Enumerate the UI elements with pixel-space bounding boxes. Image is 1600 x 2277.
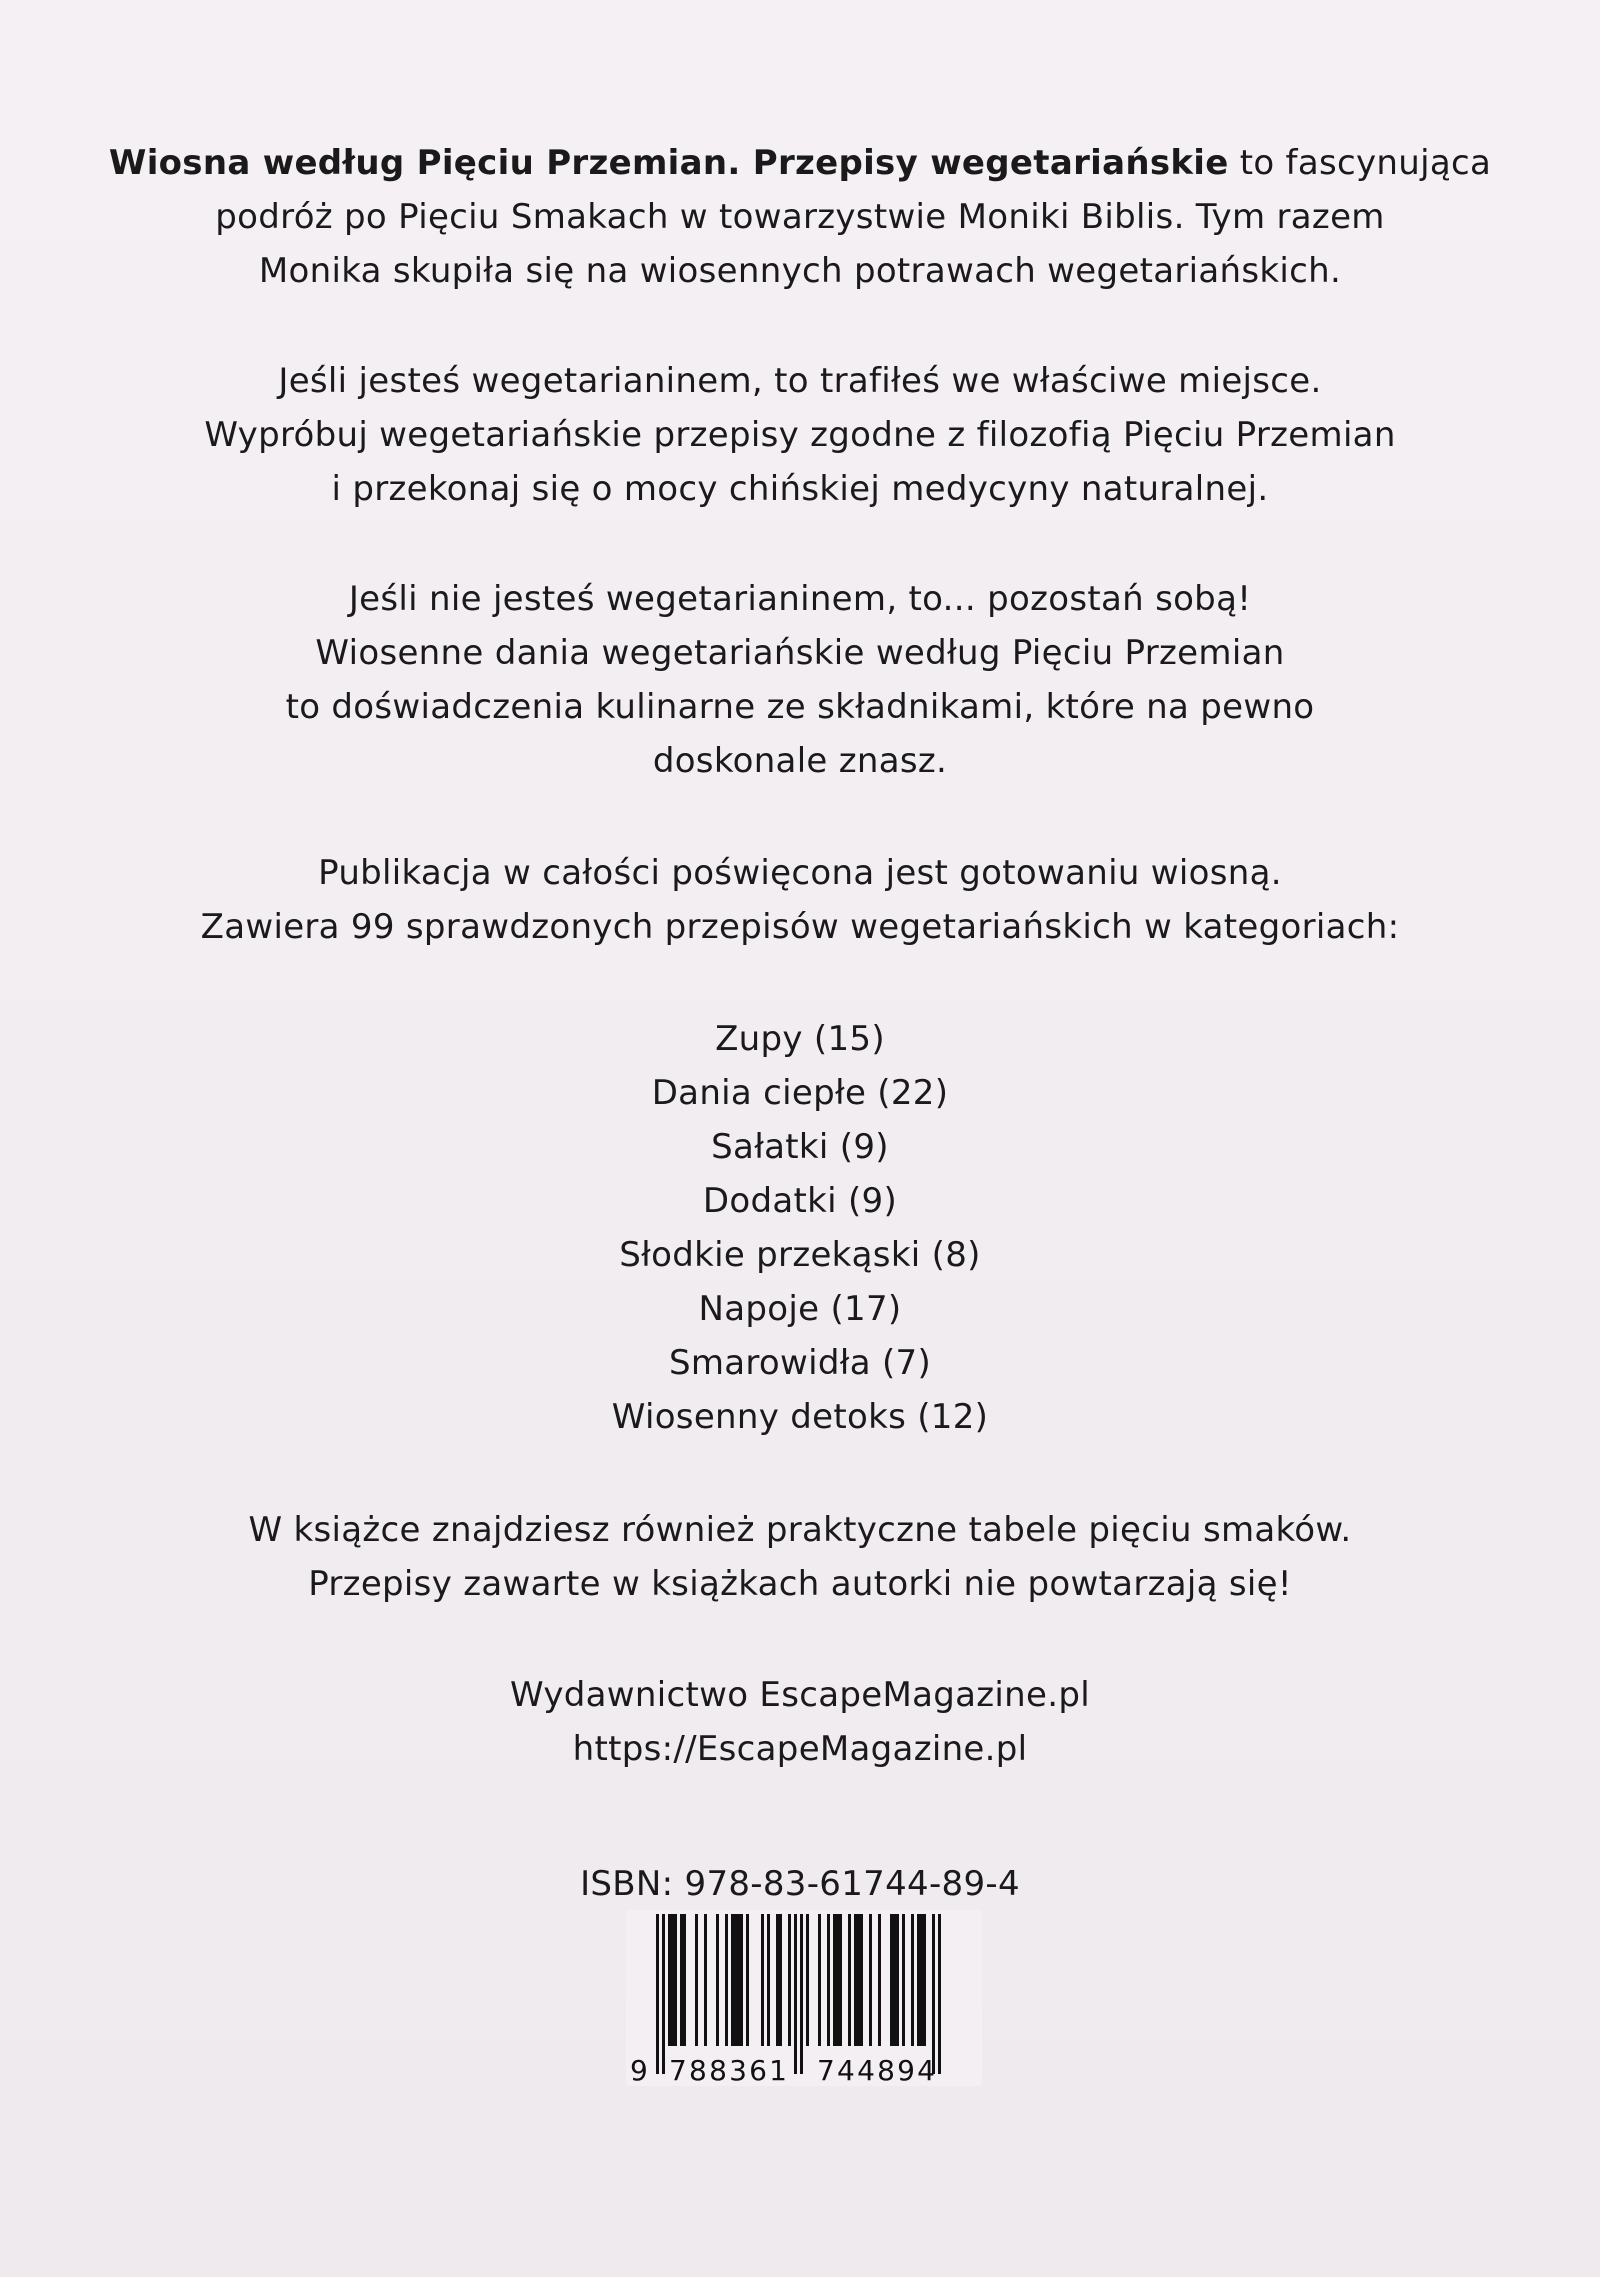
barcode-bar xyxy=(725,1914,728,2046)
intro-line-1-rest: to fascynująca xyxy=(1228,143,1492,183)
isbn-text: ISBN: 978-83-61744-89-4 xyxy=(580,1864,1020,1904)
barcode-bar xyxy=(806,1914,809,2046)
publisher-url: https://EscapeMagazine.pl xyxy=(572,1729,1028,1769)
barcode-bar xyxy=(704,1914,707,2046)
category-item: Dania ciepłe (22) xyxy=(651,1073,949,1113)
barcode-bar xyxy=(878,1914,881,2046)
barcode-right-digits: 744894 xyxy=(817,2054,935,2086)
barcode-bar xyxy=(767,1914,770,2046)
intro-line-3: Monika skupiła się na wiosennych potrawach wegetariańskich. xyxy=(258,251,1342,291)
barcode-bar xyxy=(890,1914,899,2046)
vegetarian-paragraph xyxy=(0,354,1600,516)
category-item: Wiosenny detoks (12) xyxy=(611,1397,989,1437)
p3-line-1: Jeśli nie jesteś wegetarianinem, to... pozostań sobą! xyxy=(348,579,1252,619)
barcode-bar xyxy=(818,1914,821,2046)
intro-line-1 xyxy=(0,136,1600,190)
category-item: Dodatki (9) xyxy=(702,1181,898,1221)
barcode-bar xyxy=(680,1914,686,2046)
barcode-left-digits: 788361 xyxy=(669,2054,787,2086)
barcode-bar xyxy=(827,1914,830,2046)
barcode-bar xyxy=(746,1914,749,2046)
p2-line-1: Jeśli jesteś wegetarianinem, to trafiłeś we właściwe miejsce. xyxy=(278,361,1322,401)
isbn-label xyxy=(0,1857,1600,1911)
barcode-bar xyxy=(917,1914,926,2046)
barcode-bar xyxy=(695,1914,698,2046)
book-title-bold: Wiosna według Pięciu Przemian. Przepisy wegetariańskie xyxy=(108,143,1229,183)
p2-line-2: Wypróbuj wegetariańskie przepisy zgodne z filozofią Pięciu Przemian xyxy=(204,415,1396,455)
barcode-bar xyxy=(938,1914,941,2074)
p3-line-3: to doświadczenia kulinarne ze składnikami, które na pewno xyxy=(285,687,1315,727)
category-list xyxy=(0,1012,1600,1444)
category-item: Sałatki (9) xyxy=(711,1127,889,1167)
barcode-bar xyxy=(788,1914,791,2046)
non-vegetarian-paragraph xyxy=(0,572,1600,788)
barcode-bar xyxy=(833,1914,842,2046)
barcode-bar xyxy=(776,1914,782,2046)
p3-line-2: Wiosenne dania wegetariańskie według Pięciu Przemian xyxy=(315,633,1285,673)
barcode-graphic xyxy=(626,1910,982,2086)
barcode-bar xyxy=(854,1914,863,2046)
barcode-bar xyxy=(911,1914,914,2046)
closing-line-2: Przepisy zawarte w książkach autorki nie powtarzają się! xyxy=(308,1564,1292,1604)
barcode-first-digit: 9 xyxy=(630,2054,648,2086)
p4-line-2: Zawiera 99 sprawdzonych przepisów wegetariańskich w kategoriach: xyxy=(200,907,1400,947)
publisher-block xyxy=(0,1668,1600,1776)
p4-line-1: Publikacja w całości poświęcona jest gotowaniu wiosną. xyxy=(318,853,1282,893)
closing-paragraph xyxy=(0,1503,1600,1611)
p3-line-4: doskonale znasz. xyxy=(652,741,948,781)
barcode-bar xyxy=(761,1914,764,2046)
publisher-name: Wydawnictwo EscapeMagazine.pl xyxy=(510,1675,1090,1715)
category-item: Napoje (17) xyxy=(698,1289,902,1329)
barcode-bar xyxy=(731,1914,743,2046)
barcode-bar xyxy=(800,1914,803,2074)
barcode-bar xyxy=(794,1914,797,2074)
barcode-bar xyxy=(869,1914,872,2046)
barcode-bar xyxy=(902,1914,905,2046)
category-item: Zupy (15) xyxy=(715,1019,885,1059)
intro-line-2: podróż po Pięciu Smakach w towarzystwie Moniki Biblis. Tym razem xyxy=(215,197,1385,237)
publication-paragraph xyxy=(0,846,1600,954)
barcode-bar xyxy=(656,1914,659,2074)
closing-line-1: W książce znajdziesz również praktyczne tabele pięciu smaków. xyxy=(248,1510,1352,1550)
isbn-barcode xyxy=(626,1910,982,2086)
category-item: Słodkie przekąski (8) xyxy=(619,1235,981,1275)
intro-paragraph xyxy=(0,136,1600,298)
barcode-bar xyxy=(716,1914,719,2046)
barcode-bar xyxy=(848,1914,851,2046)
barcode-bar xyxy=(668,1914,677,2046)
barcode-bar xyxy=(932,1914,935,2074)
category-item: Smarowidła (7) xyxy=(668,1343,932,1383)
p2-line-3: i przekonaj się o mocy chińskiej medycyny naturalnej. xyxy=(331,469,1269,509)
barcode-bar xyxy=(662,1914,665,2074)
